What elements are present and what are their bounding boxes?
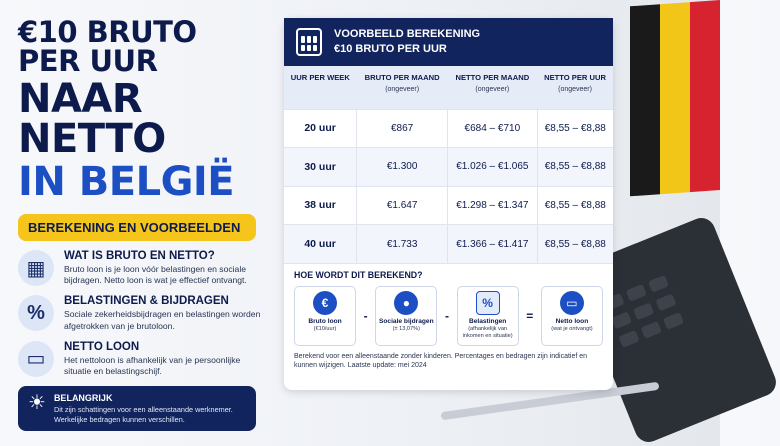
table-cell: €8,55 – €8,88 [537,109,613,148]
footnote: Berekend voor een alleenstaande zonder kinderen. Percentages en bedragen zijn indicatief en kunnen wijzigen. Laatste update: mei 2024 [294,353,588,370]
info-text: Sociale zekerheidsbijdragen en belastingen worden afgetrokken van je brutoloon. [64,309,261,331]
table-cell: €1.300 [357,148,448,187]
table-row [284,225,613,264]
important-text: Dit zijn schattingen voor een alleenstaande werknemer. Werkelijke bedragen kunnen verschillen. [53,405,233,424]
wallet-icon: ▭ [18,341,54,377]
belgian-flag-decoration [630,0,720,196]
info-block-belastingen [18,295,268,331]
flow-box-belastingen: % Belastingen (afhankelijk van inkomen en situatie) [457,286,519,346]
calculation-card [284,18,613,390]
info-heading: NETTO LOON [64,340,140,353]
table-cell: €1.366 – €1.417 [448,225,537,264]
info-heading: WAT IS BRUTO EN NETTO? [64,250,215,262]
table-cell: €1.298 – €1.347 [448,186,537,225]
important-notice [18,386,256,431]
calculation-explanation [284,263,613,346]
table-cell: 38 uur [284,186,357,225]
flow-box-bruto: € Bruto loon (€10/uur) [294,286,356,346]
column-header: NETTO PER MAAND (ongeveer) [448,66,537,109]
table-cell: €867 [357,109,448,148]
column-header: NETTO PER UUR (ongeveer) [537,66,613,109]
column-header: UUR PER WEEK [284,66,357,109]
people-icon: ● [394,291,418,315]
percent-doc-icon: % [476,291,500,315]
info-text: Het nettoloon is afhankelijk van je persoonlijke situatie en belastingschijf. [64,354,241,376]
table-row [284,186,613,225]
calculation-flow [294,286,603,346]
table-row [284,109,613,148]
left-column [18,15,268,431]
column-header: BRUTO PER MAAND (ongeveer) [357,66,448,109]
wallet-icon: ▭ [560,291,584,315]
calculator-icon: ▦ [18,250,54,286]
table-cell: €684 – €710 [448,109,537,148]
minus-operator: - [444,309,449,323]
table-cell: €8,55 – €8,88 [537,225,613,264]
table-cell: €1.026 – €1.065 [448,148,537,187]
flow-box-netto: ▭ Netto loon (wat je ontvangt) [541,286,603,346]
table-cell: €1.733 [357,225,448,264]
table-cell: €8,55 – €8,88 [537,148,613,187]
lightbulb-icon: ☀ [28,392,46,415]
minus-operator: - [363,309,368,323]
card-header-line2: €10 BRUTO PER UUR [334,43,447,55]
table-row [284,148,613,187]
info-heading: BELASTINGEN & BIJDRAGEN [64,295,229,308]
info-text: Bruto loon is je loon vóór belastingen en sociale bijdragen. Netto loon is wat je effectief ontvangt. [64,264,247,286]
table-cell: €8,55 – €8,88 [537,186,613,225]
table-cell: 20 uur [284,109,357,148]
how-heading: HOE WORDT DIT BEREKEND? [294,270,423,280]
euro-icon: € [313,291,337,315]
equals-operator: = [526,309,534,323]
salary-table [284,66,613,263]
card-header-line1: VOORBEELD BEREKENING [334,27,481,40]
info-block-bruto-netto [18,250,268,286]
important-heading: BELANGRIJK [53,393,113,404]
flow-box-sociale-bijdragen: ● Sociale bijdragen (± 13,07%) [375,286,437,346]
subtitle-pill: BEREKENING EN VOORBEELDEN [18,214,256,241]
page-title: €10 BRUTO PER UUR NAAR NETTO IN BELGIË [18,15,235,205]
info-block-netto-loon [18,341,268,377]
percent-icon: % [18,295,54,331]
table-cell: €1.647 [357,186,448,225]
table-cell: 40 uur [284,225,357,264]
table-cell: 30 uur [284,148,357,187]
calculator-icon [296,28,322,56]
card-header [284,18,613,66]
